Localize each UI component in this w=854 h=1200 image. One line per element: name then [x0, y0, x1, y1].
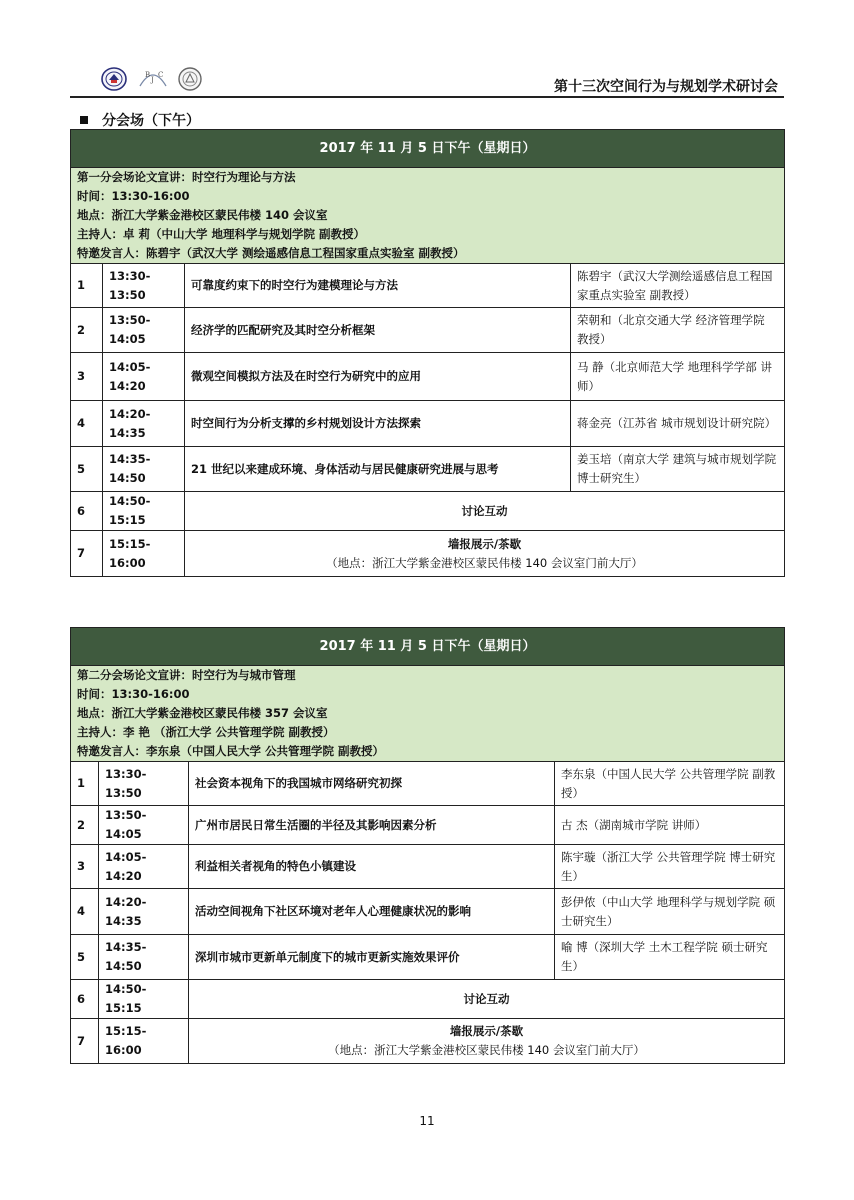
discussion-label: 讨论互动 [185, 492, 785, 531]
svg-text:J: J [151, 76, 154, 84]
poster-label: 墙报展示/茶歇 [447, 536, 522, 551]
page-header [70, 58, 784, 94]
row-time: 14:50-15:15 [103, 492, 185, 531]
institute-seal-logo [176, 66, 204, 92]
row-speaker: 马 静（北京师范大学 地理科学学部 讲师） [571, 353, 785, 401]
session-time: 时间：13:30-16:00 [77, 687, 190, 701]
bjc-logo [136, 66, 170, 92]
section-heading-text: 分会场（下午） [102, 113, 200, 129]
row-time: 13:30-13:50 [99, 762, 189, 806]
session-info [71, 168, 785, 264]
date-header-row [71, 130, 785, 168]
row-number: 6 [71, 492, 103, 531]
row-number: 6 [71, 980, 99, 1019]
session-time: 时间：13:30-16:00 [77, 189, 190, 203]
conference-title: 第十三次空间行为与规划学术研讨会 [554, 79, 778, 95]
row-title: 广州市居民日常生活圈的半径及其影响因素分析 [189, 806, 555, 845]
row-number: 1 [71, 264, 103, 308]
row-speaker: 蒋金亮（江苏省 城市规划设计研究院） [571, 401, 785, 447]
row-time: 14:20-14:35 [103, 401, 185, 447]
table-row [71, 264, 785, 308]
row-title: 活动空间视角下社区环境对老年人心理健康状况的影响 [189, 889, 555, 935]
table-row [71, 447, 785, 492]
row-time: 14:05-14:20 [103, 353, 185, 401]
row-time: 14:35-14:50 [99, 935, 189, 980]
row-title: 可靠度约束下的时空行为建模理论与方法 [185, 264, 571, 308]
row-speaker: 李东泉（中国人民大学 公共管理学院 副教授） [555, 762, 785, 806]
session-keynote: 特邀发言人：李东泉（中国人民大学 公共管理学院 副教授） [77, 744, 385, 758]
table-row [71, 889, 785, 935]
session-table-1 [70, 129, 785, 577]
table-row [71, 353, 785, 401]
row-time: 13:50-14:05 [99, 806, 189, 845]
bullet-square-icon [80, 116, 88, 124]
discussion-row [71, 980, 785, 1019]
poster-label: 墙报展示/茶歇 [449, 1024, 524, 1038]
university-seal-logo [100, 66, 128, 92]
row-speaker: 陈宇璇（浙江大学 公共管理学院 博士研究生） [555, 845, 785, 889]
row-time: 14:50-15:15 [99, 980, 189, 1019]
discussion-label: 讨论互动 [189, 980, 785, 1019]
table-row [71, 935, 785, 980]
poster-cell [189, 1019, 785, 1064]
row-number: 3 [71, 353, 103, 401]
row-title: 时空间行为分析支撑的乡村规划设计方法探索 [185, 401, 571, 447]
row-time: 15:15-16:00 [99, 1019, 189, 1064]
session-info-row [71, 666, 785, 762]
row-title: 微观空间模拟方法及在时空行为研究中的应用 [185, 353, 571, 401]
session-host: 主持人：李 艳 （浙江大学 公共管理学院 副教授） [77, 725, 335, 739]
header-divider [70, 96, 784, 98]
row-speaker: 陈碧宇（武汉大学测绘遥感信息工程国家重点实验室 副教授） [571, 264, 785, 308]
poster-row [71, 1019, 785, 1064]
table-row [71, 806, 785, 845]
table-row [71, 401, 785, 447]
row-number: 2 [71, 806, 99, 845]
session-keynote: 特邀发言人：陈碧宇（武汉大学 测绘遥感信息工程国家重点实验室 副教授） [77, 246, 465, 260]
row-speaker: 彭伊侬（中山大学 地理科学与规划学院 硕士研究生） [555, 889, 785, 935]
row-number: 7 [71, 531, 103, 577]
row-number: 4 [71, 401, 103, 447]
row-title: 利益相关者视角的特色小镇建设 [189, 845, 555, 889]
row-number: 3 [71, 845, 99, 889]
row-time: 15:15-16:00 [103, 531, 185, 577]
row-number: 2 [71, 308, 103, 353]
row-time: 13:50-14:05 [103, 308, 185, 353]
discussion-row [71, 492, 785, 531]
poster-location: （地点：浙江大学紫金港校区蒙民伟楼 140 会议室门前大厅） [326, 555, 643, 570]
row-number: 4 [71, 889, 99, 935]
date-header: 2017 年 11 月 5 日下午（星期日） [71, 628, 785, 666]
session-info-row [71, 168, 785, 264]
row-number: 5 [71, 935, 99, 980]
row-number: 7 [71, 1019, 99, 1064]
session-info [71, 666, 785, 762]
table-row [71, 845, 785, 889]
table-row [71, 308, 785, 353]
row-time: 13:30-13:50 [103, 264, 185, 308]
row-title: 21 世纪以来建成环境、身体活动与居民健康研究进展与思考 [185, 447, 571, 492]
row-title: 经济学的匹配研究及其时空分析框架 [185, 308, 571, 353]
page-number: 11 [419, 1114, 435, 1128]
row-title: 社会资本视角下的我国城市网络研究初探 [189, 762, 555, 806]
session-host: 主持人：卓 莉（中山大学 地理科学与规划学院 副教授） [77, 227, 366, 241]
session-topic: 第一分会场论文宣讲：时空行为理论与方法 [77, 170, 296, 184]
row-number: 1 [71, 762, 99, 806]
section-heading [80, 110, 200, 130]
session-table-2 [70, 627, 785, 1064]
session-topic: 第二分会场论文宣讲：时空行为与城市管理 [77, 668, 296, 682]
row-speaker: 姜玉培（南京大学 建筑与城市规划学院 博士研究生） [571, 447, 785, 492]
row-speaker: 喻 博（深圳大学 土木工程学院 硕士研究生） [555, 935, 785, 980]
row-speaker: 荣朝和（北京交通大学 经济管理学院 教授） [571, 308, 785, 353]
table-row [71, 762, 785, 806]
session-location: 地点：浙江大学紫金港校区蒙民伟楼 140 会议室 [77, 208, 328, 222]
row-time: 14:20-14:35 [99, 889, 189, 935]
session-location: 地点：浙江大学紫金港校区蒙民伟楼 357 会议室 [77, 706, 328, 720]
svg-text:B: B [145, 71, 151, 79]
row-number: 5 [71, 447, 103, 492]
date-header: 2017 年 11 月 5 日下午（星期日） [71, 130, 785, 168]
row-speaker: 古 杰（湖南城市学院 讲师） [555, 806, 785, 845]
date-header-row [71, 628, 785, 666]
poster-cell [185, 531, 785, 577]
row-time: 14:05-14:20 [99, 845, 189, 889]
row-title: 深圳市城市更新单元制度下的城市更新实施效果评价 [189, 935, 555, 980]
poster-location: （地点：浙江大学紫金港校区蒙民伟楼 140 会议室门前大厅） [328, 1043, 645, 1057]
row-time: 14:35-14:50 [103, 447, 185, 492]
poster-row [71, 531, 785, 577]
svg-text:C: C [158, 71, 164, 79]
